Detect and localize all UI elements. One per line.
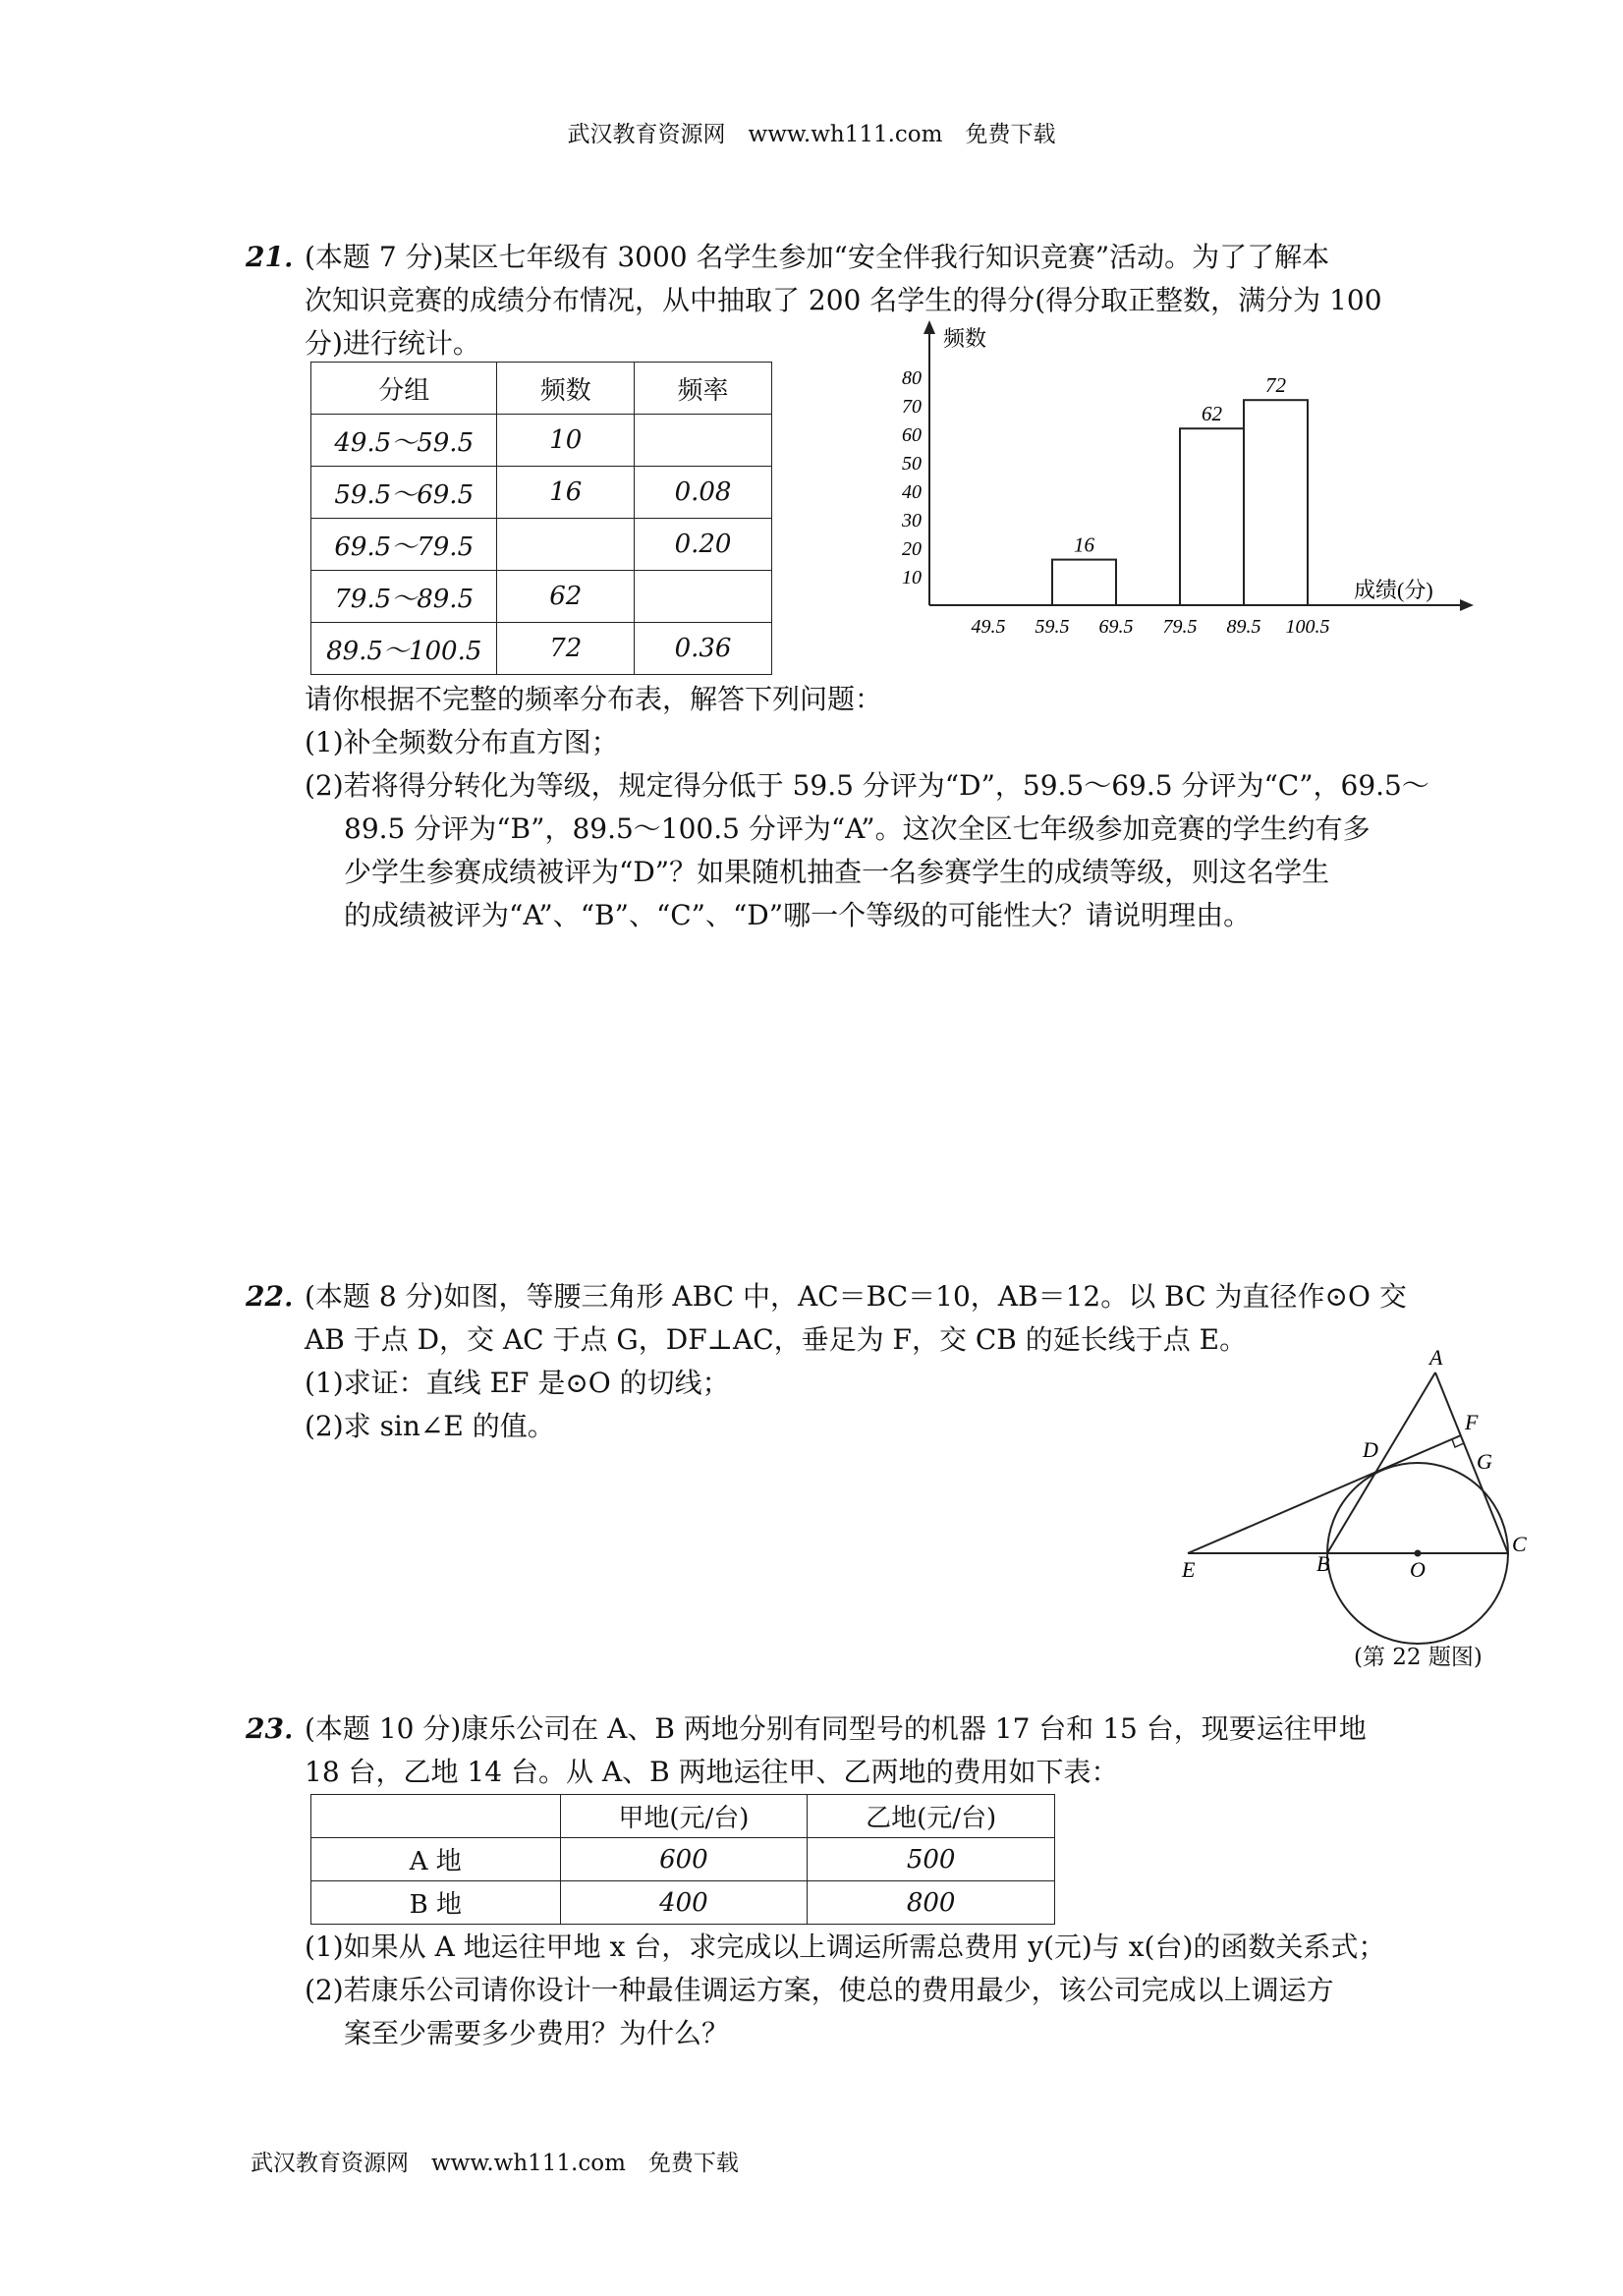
- histogram-bar: [1180, 428, 1244, 605]
- chart-bars: [1052, 400, 1308, 605]
- table-cell: 59.5～69.5: [311, 467, 497, 519]
- table-header: 乙地(元/台): [808, 1795, 1055, 1838]
- x-tick-label: 69.5: [1098, 616, 1134, 638]
- x-tick-label: 89.5: [1226, 616, 1261, 638]
- x-axis-title: 成绩(分): [1354, 578, 1433, 602]
- center-point: [1415, 1550, 1422, 1557]
- table-header: 频数: [497, 363, 635, 415]
- cost-table: [310, 1794, 1055, 1925]
- sub-question-1: (1)求证：直线 EF 是⊙O 的切线；: [305, 1367, 730, 1399]
- table-row: [311, 623, 772, 675]
- y-tick-label: 60: [902, 424, 922, 446]
- table-cell: [635, 571, 772, 623]
- geometry-figure: [1164, 1341, 1527, 1582]
- table-cell: 79.5～89.5: [311, 571, 497, 623]
- table-cell: 49.5～59.5: [311, 415, 497, 467]
- table-cell: B 地: [311, 1881, 561, 1925]
- sub-question-2: 案至少需要多少费用？为什么？: [344, 2017, 730, 2049]
- y-tick-label: 10: [902, 567, 922, 588]
- bar-value-label: 16: [1074, 532, 1094, 557]
- question-text: AB 于点 D，交 AC 于点 G，DF⊥AC，垂足为 F，交 CB 的延长线于点 E。: [305, 1323, 1248, 1356]
- question-number: 23．: [246, 1712, 311, 1745]
- x-axis-arrow: [1460, 599, 1474, 611]
- sub-question-2: (2)若将得分转化为等级，规定得分低于 59.5 分评为“D”，59.5～69.5 分评为“C”，69.5～: [305, 769, 1429, 802]
- table-cell: 69.5～79.5: [311, 519, 497, 571]
- table-cell: 600: [560, 1838, 808, 1881]
- bar-value-label: 72: [1265, 373, 1286, 398]
- table-row: [311, 1881, 1055, 1925]
- sub-question-2: (2)求 sin∠E 的值。: [305, 1410, 555, 1442]
- sub-question-2: 少学生参赛成绩被评为“D”？如果随机抽查一名参赛学生的成绩等级，则这名学生: [344, 856, 1330, 888]
- y-tick-label: 70: [902, 396, 922, 418]
- label-a: A: [1429, 1345, 1443, 1370]
- y-tick-label: 80: [902, 367, 922, 389]
- x-tick-label: 59.5: [1035, 616, 1070, 638]
- y-tick-label: 30: [902, 510, 922, 532]
- table-row: [311, 571, 772, 623]
- sub-question-1: (1)补全频数分布直方图；: [305, 726, 619, 758]
- frequency-histogram: [865, 314, 1503, 648]
- question-text: 次知识竞赛的成绩分布情况，从中抽取了 200 名学生的得分(得分取正整数，满分为 100: [305, 284, 1382, 316]
- sub-question-1: (1)如果从 A 地运往甲地 x 台，求完成以上调运所需总费用 y(元)与 x(台)的函数关系式；: [305, 1931, 1386, 1963]
- line-ac: [1435, 1372, 1508, 1553]
- figure-caption: (第 22 题图): [1354, 1645, 1483, 1670]
- table-cell: 16: [497, 467, 635, 519]
- table-cell: 0.20: [635, 519, 772, 571]
- bar-value-label: 62: [1202, 402, 1222, 426]
- table-cell: 89.5～100.5: [311, 623, 497, 675]
- table-cell: 0.36: [635, 623, 772, 675]
- table-row: [311, 1838, 1055, 1881]
- histogram-bar: [1052, 560, 1116, 605]
- page-header: 武汉教育资源网 www.wh111.com 免费下载: [567, 122, 1056, 147]
- table-cell: A 地: [311, 1838, 561, 1881]
- page-footer: 武汉教育资源网 www.wh111.com 免费下载: [251, 2151, 739, 2176]
- table-cell: 72: [497, 623, 635, 675]
- histogram-bar: [1244, 400, 1308, 605]
- table-cell: 400: [560, 1881, 808, 1925]
- x-tick-label: 100.5: [1285, 616, 1330, 638]
- table-row: [311, 519, 772, 571]
- y-tick-label: 50: [902, 453, 922, 475]
- sub-question-2: 89.5 分评为“B”，89.5～100.5 分评为“A”。这次全区七年级参加竞赛的学生约有多: [344, 812, 1371, 845]
- question-text: 请你根据不完整的频率分布表，解答下列问题：: [305, 683, 883, 715]
- table-cell: 62: [497, 571, 635, 623]
- x-tick-label: 79.5: [1162, 616, 1198, 638]
- chart-labels: [901, 326, 1433, 638]
- label-f: F: [1465, 1410, 1479, 1434]
- table-header: 频率: [635, 363, 772, 415]
- table-cell: [497, 519, 635, 571]
- x-tick-label: 49.5: [971, 616, 1006, 638]
- y-axis-arrow: [923, 320, 935, 334]
- sub-question-2: 的成绩被评为“A”、“B”、“C”、“D”哪一个等级的可能性大？请说明理由。: [344, 899, 1252, 931]
- question-text: (本题 7 分)某区七年级有 3000 名学生参加“安全伴我行知识竞赛”活动。为了了解本: [305, 241, 1330, 273]
- table-row: [311, 415, 772, 467]
- y-tick-label: 20: [902, 538, 922, 560]
- question-number: 21．: [246, 241, 311, 273]
- sub-question-2: (2)若康乐公司请你设计一种最佳调运方案，使总的费用最少，该公司完成以上调运方: [305, 1974, 1334, 2006]
- y-tick-label: 40: [902, 481, 922, 503]
- question-text: (本题 10 分)康乐公司在 A、B 两地分别有同型号的机器 17 台和 15 台，现要运往甲地: [305, 1712, 1367, 1745]
- table-header: [311, 1795, 561, 1838]
- table-cell: 0.08: [635, 467, 772, 519]
- label-c: C: [1512, 1532, 1527, 1556]
- frequency-table: [310, 362, 772, 675]
- label-d: D: [1363, 1437, 1378, 1462]
- label-g: G: [1477, 1449, 1492, 1474]
- line-ef: [1188, 1435, 1461, 1553]
- label-o: O: [1410, 1557, 1426, 1582]
- table-cell: 500: [808, 1838, 1055, 1881]
- table-cell: [635, 415, 772, 467]
- table-row: [311, 467, 772, 519]
- label-e: E: [1182, 1557, 1196, 1582]
- question-text: (本题 8 分)如图，等腰三角形 ABC 中，AC＝BC＝10，AB＝12。以 BC 为直径作⊙O 交: [305, 1280, 1407, 1313]
- question-text: 18 台，乙地 14 台。从 A、B 两地运往甲、乙两地的费用如下表：: [305, 1756, 1119, 1788]
- table-header: 分组: [311, 363, 497, 415]
- label-b: B: [1316, 1551, 1330, 1576]
- table-header: 甲地(元/台): [560, 1795, 808, 1838]
- question-text: 分)进行统计。: [305, 327, 480, 360]
- chart-axes: [923, 320, 1474, 611]
- table-cell: 10: [497, 415, 635, 467]
- y-axis-title: 频数: [943, 326, 987, 351]
- table-cell: 800: [808, 1881, 1055, 1925]
- question-number: 22．: [246, 1280, 311, 1313]
